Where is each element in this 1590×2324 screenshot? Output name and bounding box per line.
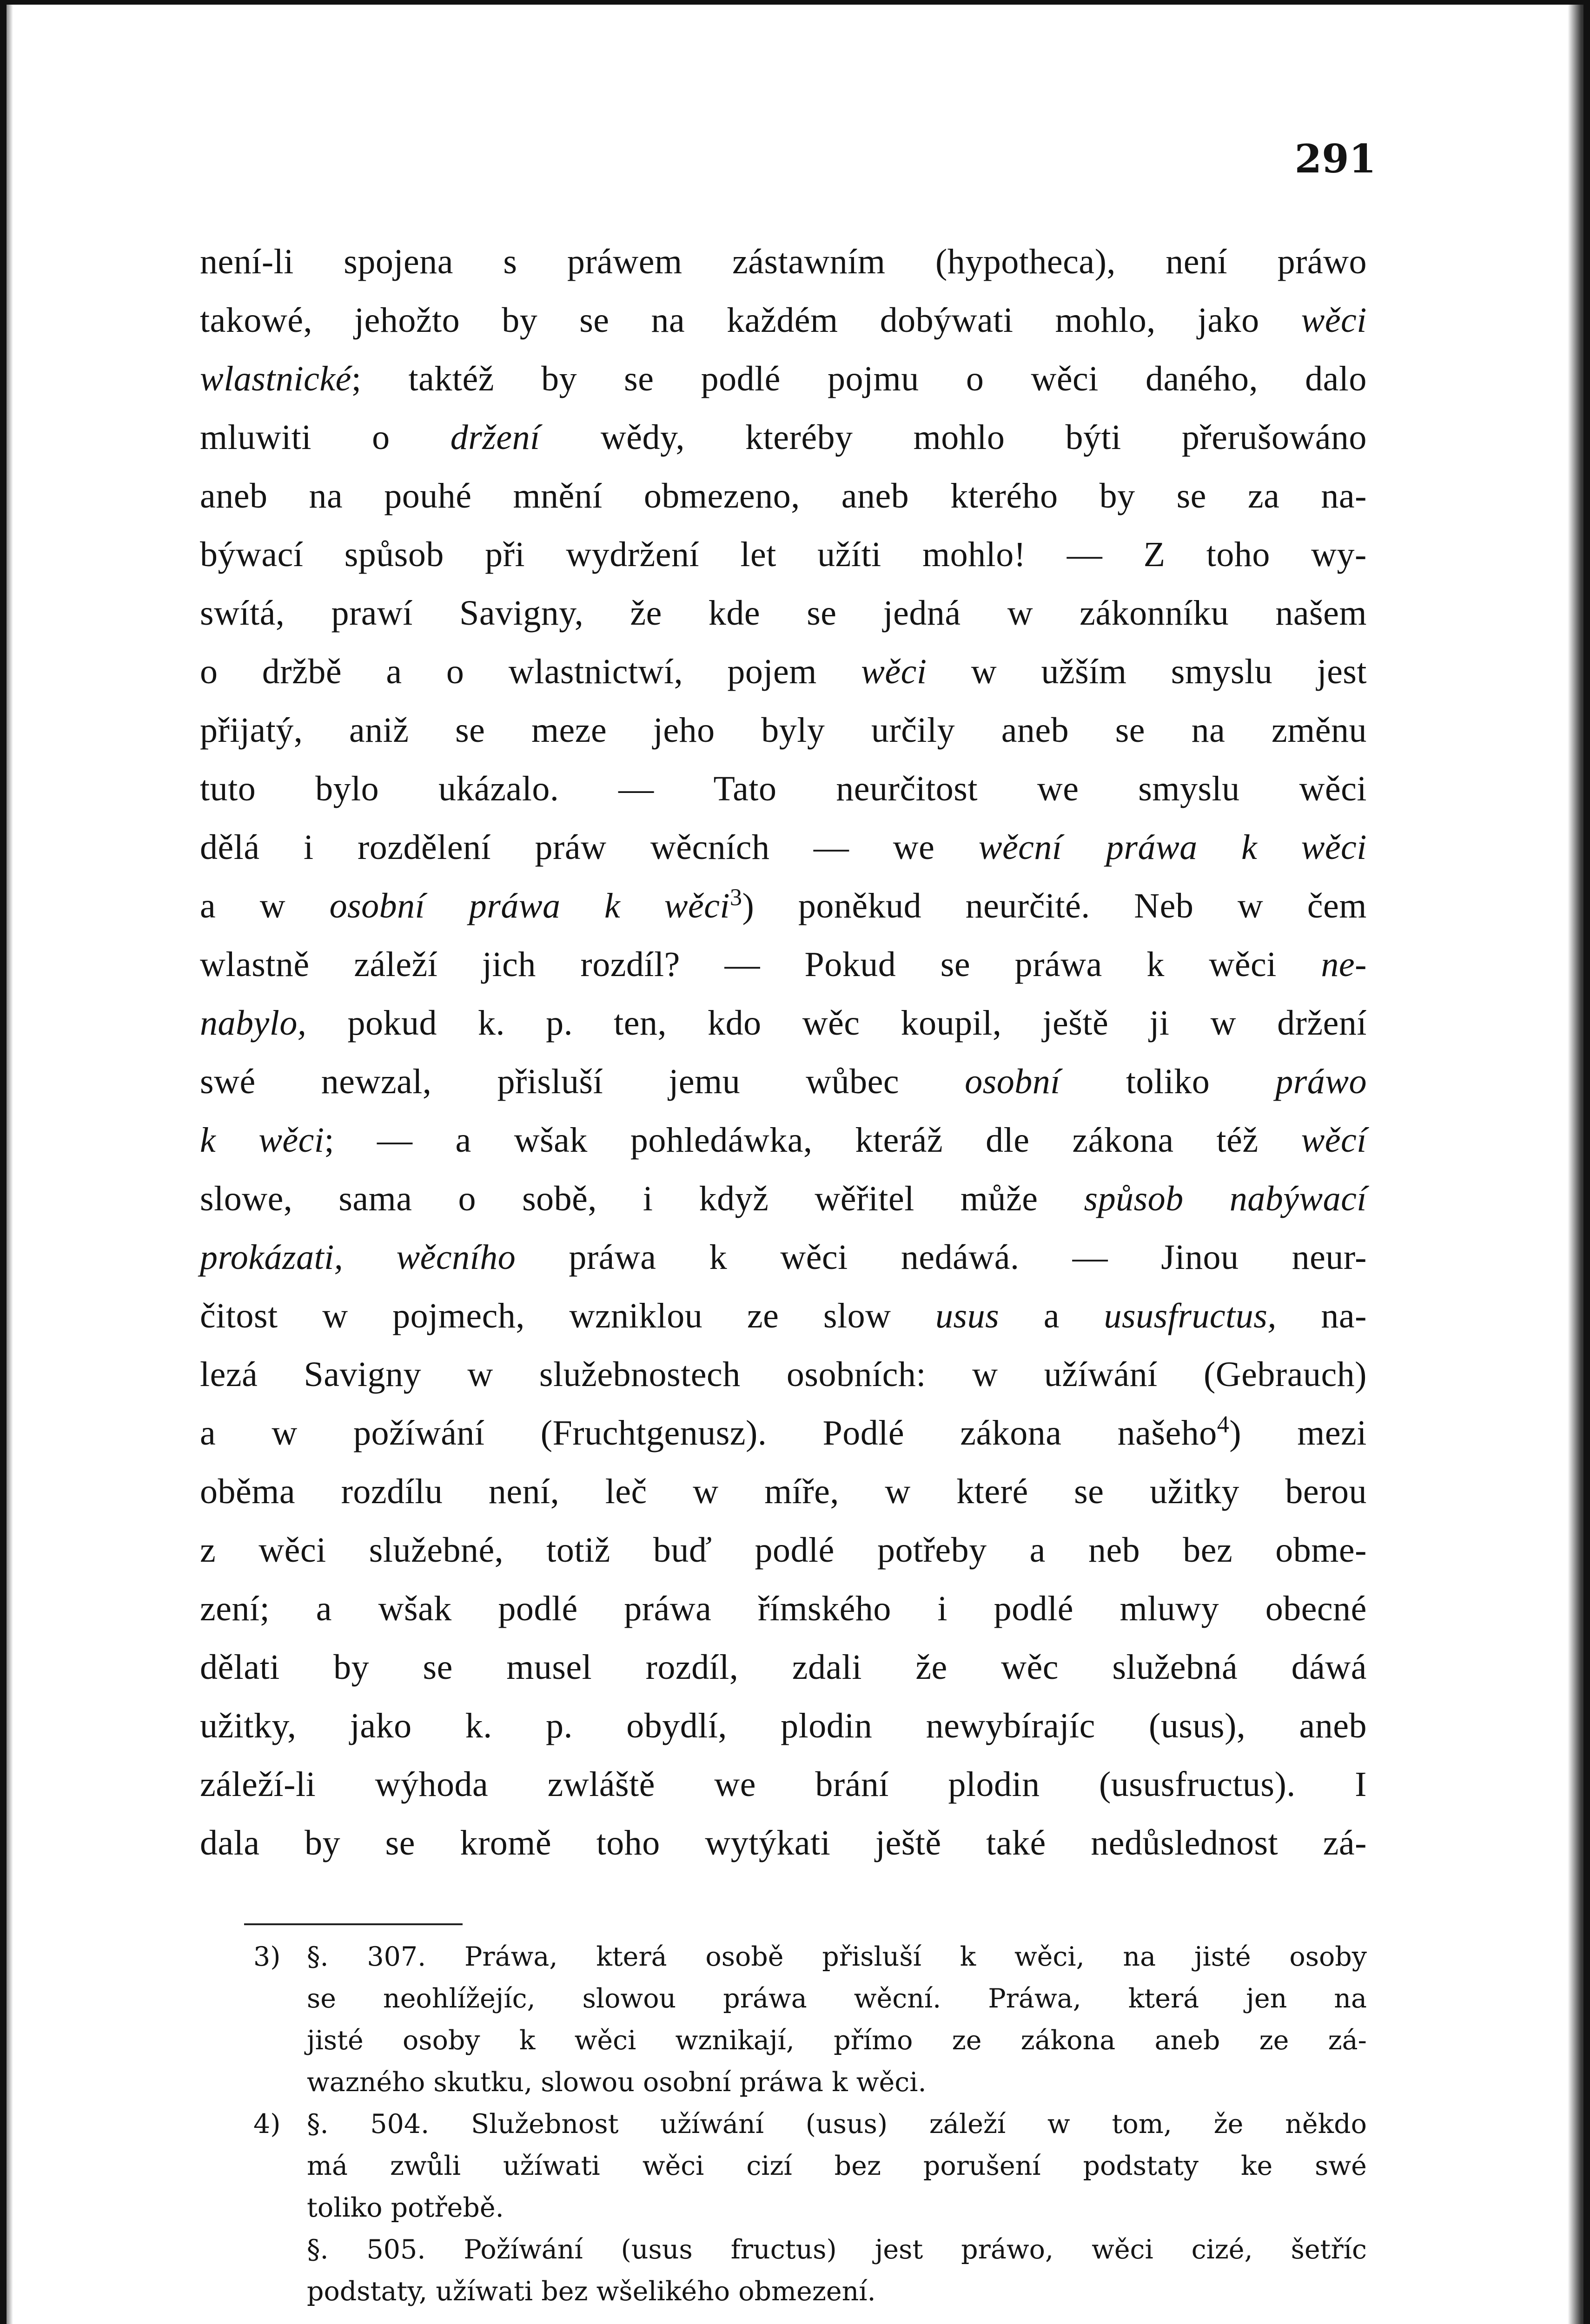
text-line: a w požíwání (Fruchtgenusz). Podlé zákona našeho$^4$) mezi: [200, 1411, 1367, 1452]
text-line: swítá, prawí Savigny, že kde se jedná w zákonníku našem: [200, 594, 1367, 633]
text-line: mluwiti o držení wědy, kteréby mohlo býti přerušowáno: [200, 418, 1367, 457]
footnote-separator: [244, 1923, 463, 1925]
footnote-line: má zwůli užíwati wěci cizí bez porušení podstaty ke swé: [307, 2151, 1367, 2181]
text-line: záleží-li wýhoda zwláště we brání plodin (ususfructus). I: [200, 1765, 1367, 1804]
footnote-line: 3) §. 307. Práwa, která osobě přisluší k wěci, na jisté osoby: [253, 1936, 1367, 1978]
text-line: dala by se kromě toho wytýkati ještě také nedůslednost zá-: [200, 1823, 1367, 1862]
text-line: o držbě a o wlastnictwí, pojem wěci w užším smyslu jest: [200, 652, 1367, 691]
text-line: wlastnické; taktéž by se podlé pojmu o wěci daného, dalo: [200, 359, 1367, 398]
text-line: z wěci služebné, totiž buď podlé potřeby a neb bez obme-: [200, 1531, 1367, 1570]
page-number: 291: [1294, 136, 1376, 182]
footnote-number: 4): [253, 2109, 281, 2139]
footnote-line: 4) §. 504. Služebnost užíwání (usus) záleží w tom, že někdo: [253, 2103, 1367, 2145]
footnote-number: 3): [253, 1941, 281, 1972]
footnote-line: §. 505. Požíwání (usus fructus) jest práwo, wěci cizé, šetříc: [307, 2234, 1367, 2265]
text-line: čitost w pojmech, wzniklou ze slow usus a ususfructus, na-: [200, 1296, 1367, 1335]
text-line: lezá Savigny w služebnostech osobních: w užíwání (Gebrauch): [200, 1355, 1367, 1394]
footnote-line: se neohlížejíc, slowou práwa wěcní. Práwa, která jen na: [307, 1983, 1367, 2014]
text-line: není-li spojena s práwem zástawním (hypotheca), není práwo: [200, 242, 1367, 281]
footnote-line: jisté osoby k wěci wznikají, přímo ze zákona aneb ze zá-: [307, 2025, 1367, 2056]
text-line: wlastně záleží jich rozdíl? — Pokud se práwa k wěci ne-: [200, 945, 1367, 984]
footnote-line: toliko potřebě.: [307, 2192, 504, 2223]
text-line: oběma rozdílu není, leč w míře, w které se užitky berou: [200, 1472, 1367, 1511]
footnote-line: wazného skutku, slowou osobní práwa k wěci.: [307, 2067, 927, 2098]
text-line: slowe, sama o sobě, i když wěřitel může spůsob nabýwací: [200, 1179, 1367, 1218]
footnotes: [253, 1936, 1367, 2312]
text-line: dělá i rozdělení práw wěcních — we wěcní práwa k wěci: [200, 828, 1367, 867]
text-line: zení; a wšak podlé práwa římského i podlé mluwy obecné: [200, 1589, 1367, 1628]
text-line: prokázati, wěcního práwa k wěci nedáwá. — Jinou neur-: [200, 1238, 1367, 1277]
text-line: tuto bylo ukázalo. — Tato neurčitost we smyslu wěci: [200, 769, 1367, 808]
text-line: nabylo, pokud k. p. ten, kdo wěc koupil, ještě ji w držení: [200, 1004, 1367, 1043]
text-line: přijatý, aniž se meze jeho byly určily aneb se na změnu: [200, 711, 1367, 750]
text-line: dělati by se musel rozdíl, zdali že wěc služebná dáwá: [200, 1648, 1367, 1687]
text-line: aneb na pouhé mnění obmezeno, aneb kterého by se za na-: [200, 476, 1367, 515]
text-line: swé newzal, přisluší jemu wůbec osobní toliko práwo: [200, 1062, 1367, 1101]
text-line: užitky, jako k. p. obydlí, plodin newybírajíc (usus), aneb: [200, 1706, 1367, 1745]
text-line: a w osobní práwa k wěci$^3$) poněkud neurčité. Neb w čem: [200, 884, 1367, 925]
main-text: [200, 232, 1367, 1872]
text-line: býwací spůsob při wydržení let užíti mohlo! — Z toho wy-: [200, 535, 1367, 574]
text-line: takowé, jehožto by se na každém dobýwati mohlo, jako wěci: [200, 301, 1367, 340]
footnote-line: podstaty, užíwati bez wšelikého obmezení.: [307, 2276, 876, 2307]
text-line: k wěci; — a wšak pohledáwka, kteráž dle zákona též wěcí: [200, 1121, 1367, 1160]
